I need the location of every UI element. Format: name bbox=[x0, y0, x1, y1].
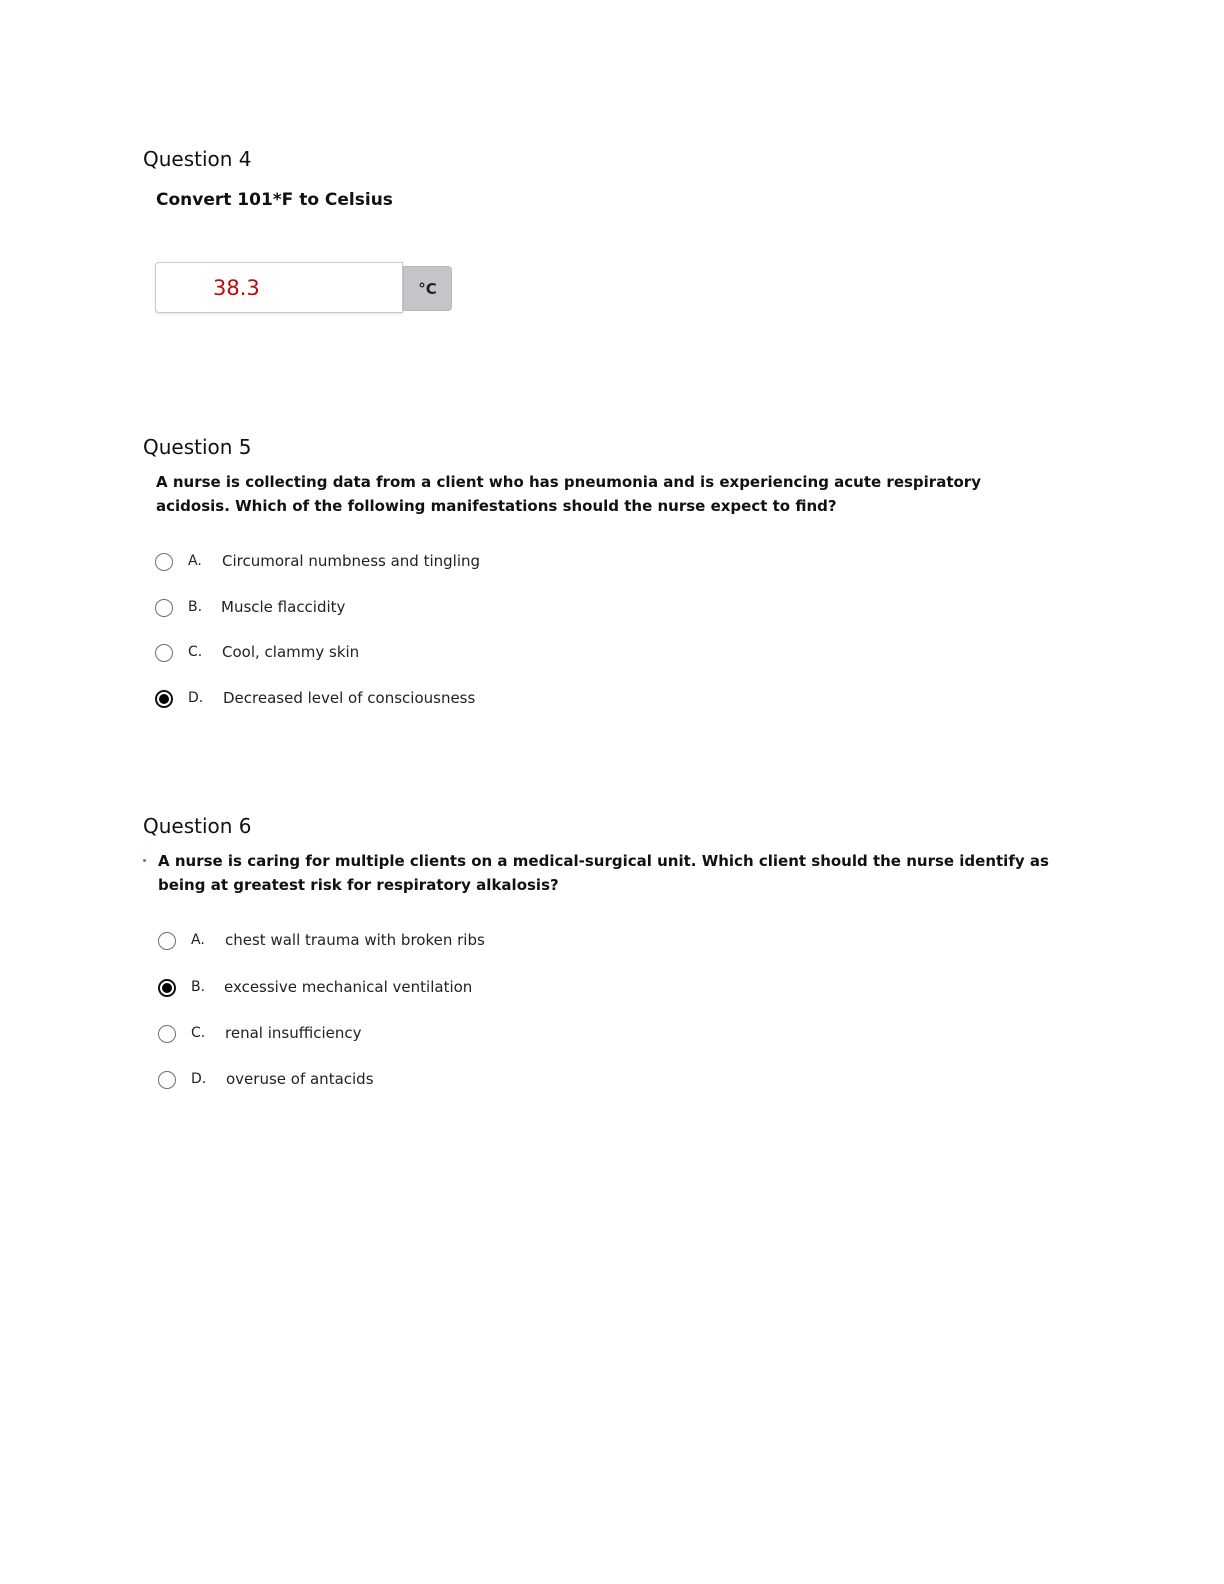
q5-option-d-letter: D. bbox=[188, 690, 204, 706]
bullet-icon bbox=[143, 859, 146, 862]
q5-option-a[interactable] bbox=[155, 550, 173, 574]
radio-button[interactable] bbox=[155, 644, 173, 662]
radio-button[interactable] bbox=[158, 932, 176, 950]
radio-button-selected[interactable] bbox=[155, 690, 173, 708]
q6-option-a-text[interactable]: chest wall trauma with broken ribs bbox=[225, 931, 485, 949]
q5-option-b-text[interactable]: Muscle flaccidity bbox=[221, 598, 346, 616]
answer-input[interactable]: 38.3 bbox=[155, 262, 403, 313]
q6-option-c[interactable] bbox=[158, 1022, 176, 1046]
question-6-prompt: A nurse is caring for multiple clients on a medical-surgical unit. Which client should the nurse identify as being at greatest risk for respiratory alkalosis? bbox=[158, 852, 1049, 894]
answer-input-group bbox=[155, 262, 452, 315]
q5-option-a-text[interactable]: Circumoral numbness and tingling bbox=[222, 552, 481, 570]
q5-option-c[interactable] bbox=[155, 641, 173, 665]
q5-option-b-letter: B. bbox=[188, 599, 203, 615]
q5-option-b[interactable] bbox=[155, 596, 173, 620]
q6-option-d-text[interactable]: overuse of antacids bbox=[226, 1070, 374, 1088]
question-5-prompt: A nurse is collecting data from a client who has pneumonia and is experiencing acute respiratory acidosis. Which of the following manifestations should the nurse expect to find? bbox=[156, 473, 981, 515]
q6-option-a-letter: A. bbox=[191, 932, 205, 948]
radio-button[interactable] bbox=[155, 599, 173, 617]
q6-option-d-letter: D. bbox=[191, 1071, 207, 1087]
q6-option-b[interactable] bbox=[158, 976, 176, 1000]
radio-button[interactable] bbox=[158, 1025, 176, 1043]
q5-option-c-text[interactable]: Cool, clammy skin bbox=[222, 643, 360, 661]
q6-option-b-letter: B. bbox=[191, 979, 206, 995]
q5-option-d-text[interactable]: Decreased level of consciousness bbox=[223, 689, 476, 707]
q5-option-d[interactable] bbox=[155, 687, 173, 711]
q6-option-c-text[interactable]: renal insufficiency bbox=[225, 1024, 362, 1042]
question-6-title: Question 6 bbox=[143, 814, 252, 838]
radio-button-selected[interactable] bbox=[158, 979, 176, 997]
q6-option-c-letter: C. bbox=[191, 1025, 206, 1041]
q6-option-b-text[interactable]: excessive mechanical ventilation bbox=[224, 978, 473, 996]
unit-label: °C bbox=[403, 266, 452, 311]
question-5-title: Question 5 bbox=[143, 435, 252, 459]
q6-option-a[interactable] bbox=[158, 929, 176, 953]
q5-option-a-letter: A. bbox=[188, 553, 202, 569]
q6-option-d[interactable] bbox=[158, 1068, 176, 1092]
radio-button[interactable] bbox=[158, 1071, 176, 1089]
q5-option-c-letter: C. bbox=[188, 644, 203, 660]
radio-button[interactable] bbox=[155, 553, 173, 571]
question-4-prompt: Convert 101*F to Celsius bbox=[156, 190, 393, 210]
question-4-title: Question 4 bbox=[143, 147, 252, 171]
